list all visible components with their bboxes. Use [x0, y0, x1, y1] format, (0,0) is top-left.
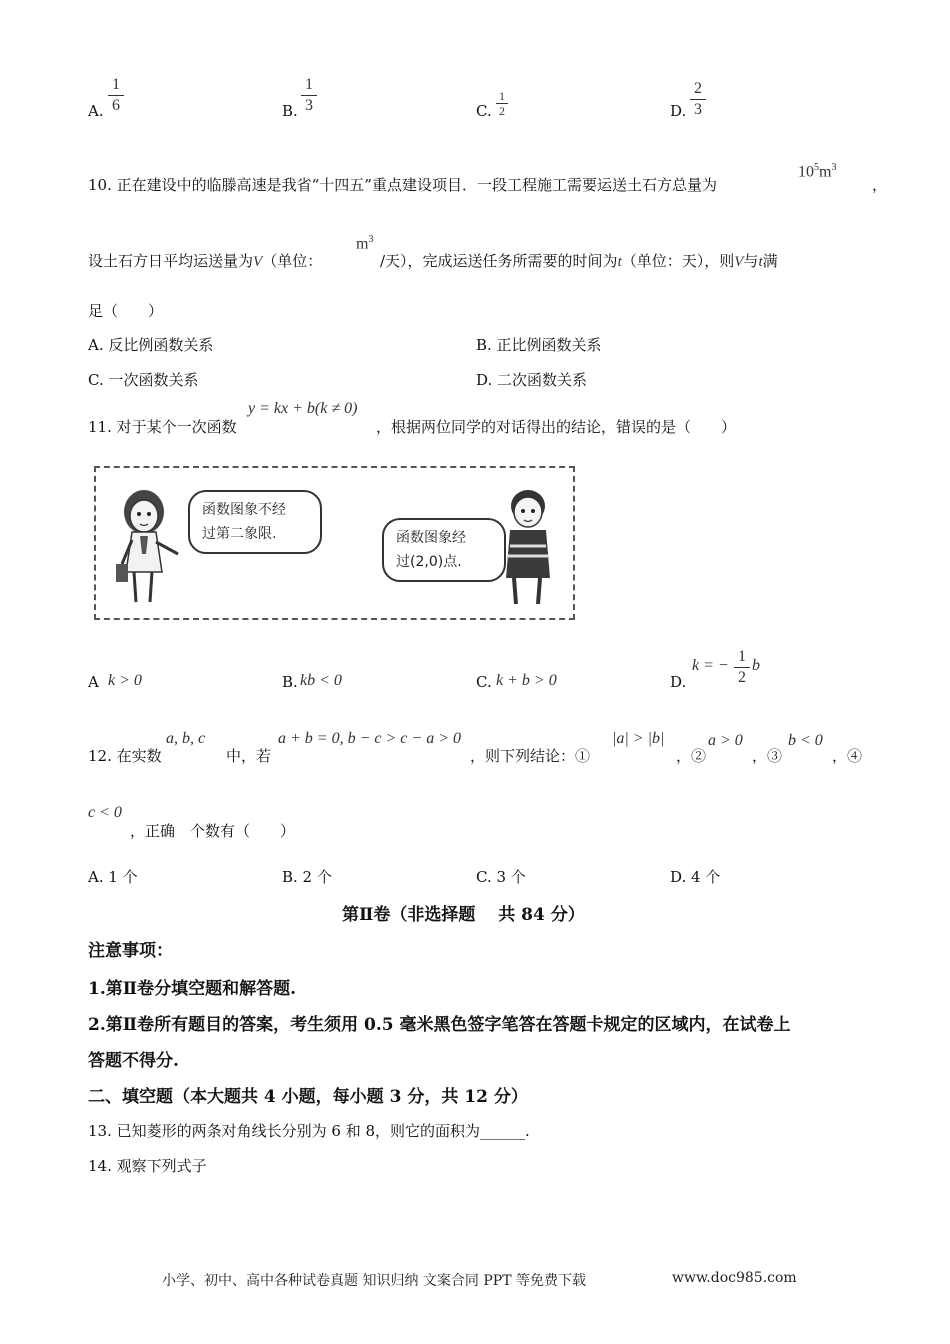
- q11-option-d-expr-b: b: [752, 657, 760, 674]
- q12-conclusion-1: |a| > |b|: [612, 730, 665, 747]
- q10-line-2-rest: [380, 250, 778, 271]
- denominator: 2: [738, 669, 746, 686]
- q10-line2-c: /天），完成运送任务所需要的时间为: [380, 252, 618, 270]
- q11-formula: y = kx + b(k ≠ 0): [248, 400, 358, 417]
- q11-option-a-expr: k > 0: [108, 672, 142, 689]
- q12-stem-c: ，则下列结论：①: [470, 747, 591, 765]
- q11-stem-a: 11. 对于某个一次函数: [88, 418, 237, 436]
- q10-unit: [356, 234, 373, 253]
- total-unit-exp: 3: [831, 162, 837, 173]
- q10-line-2: [88, 250, 322, 271]
- total-unit: m: [819, 163, 832, 181]
- q10-line2-f: 满: [762, 252, 778, 270]
- denominator: 6: [112, 97, 120, 114]
- denominator: 3: [694, 101, 702, 118]
- q12-vars: a, b, c: [166, 730, 206, 747]
- q12-conclusion-2: a > 0: [708, 732, 743, 749]
- question-13: 13. 已知菱形的两条对角线长分别为 6 和 8，则它的面积为______.: [88, 1122, 530, 1140]
- q10-line-1-end: ，: [872, 176, 888, 194]
- q10-line-3: 足（ ）: [88, 302, 164, 320]
- q12-stem-d: ，正确 个数有（ ）: [130, 822, 296, 840]
- boy-bubble-line-2: 过(2,0)点.: [396, 554, 462, 570]
- q12-sep-4: ，④: [832, 747, 863, 765]
- question-14: 14. 观察下列式子: [88, 1157, 207, 1175]
- var-t-2: t: [758, 254, 763, 270]
- q11-option-c-expr: k + b > 0: [496, 672, 557, 689]
- q9-option-d-letter[interactable]: D.: [670, 102, 687, 120]
- numerator: 1: [499, 89, 505, 103]
- q9-option-d-fraction: [690, 80, 706, 119]
- total-exp: 5: [814, 162, 819, 173]
- q10-line2-e: 与: [743, 252, 759, 270]
- q10-option-c[interactable]: C. 一次函数关系: [88, 371, 199, 389]
- q9-option-c-fraction: [496, 90, 508, 117]
- notice-item-1: 1.第Ⅱ卷分填空题和解答题.: [88, 979, 296, 999]
- q10-line2-a: 设土石方日平均运送量为: [88, 252, 254, 270]
- denominator: 2: [499, 104, 505, 118]
- q12-stem-b: 中，若: [226, 747, 272, 765]
- q11-option-d-fraction: [734, 648, 750, 687]
- numerator: 1: [305, 76, 313, 93]
- footer-text: 小学、初中、高中各种试卷真题 知识归纳 文案合同 PPT 等免费下载: [162, 1273, 586, 1289]
- q10-line2-b: （单位：: [262, 252, 323, 270]
- footer-url[interactable]: www.doc985.com: [672, 1270, 797, 1286]
- q12-conclusion-4: c < 0: [88, 804, 122, 821]
- q9-option-a-fraction: [108, 76, 124, 115]
- unit-m: m: [356, 235, 369, 253]
- q11-option-d-letter[interactable]: D.: [670, 673, 687, 691]
- total-base: 10: [798, 163, 814, 181]
- var-v-2: V: [734, 254, 744, 270]
- numerator: 1: [112, 76, 120, 93]
- q12-option-a[interactable]: A. 1 个: [88, 868, 138, 886]
- notice-title: 注意事项：: [88, 941, 173, 961]
- q9-option-c-letter[interactable]: C.: [476, 102, 492, 120]
- q11-option-c-letter[interactable]: C.: [476, 673, 492, 691]
- q12-option-c[interactable]: C. 3 个: [476, 868, 526, 886]
- q12-conclusion-3: b < 0: [788, 732, 823, 749]
- part-2-title: 二、填空题（本大题共 4 小题，每小题 3 分，共 12 分）: [88, 1087, 528, 1107]
- var-v: V: [253, 254, 263, 270]
- q9-option-b-fraction: [301, 76, 317, 115]
- unit-exp: 3: [368, 234, 374, 245]
- q11-option-a-letter[interactable]: A: [88, 673, 99, 691]
- q10-option-a[interactable]: A. 反比例函数关系: [88, 336, 214, 354]
- boy-bubble-line-1: 函数图象经: [396, 530, 466, 546]
- q10-option-d[interactable]: D. 二次函数关系: [476, 371, 588, 389]
- q12-sep-3: ，③: [752, 747, 783, 765]
- notice-item-2-line-1: 2.第Ⅱ卷所有题目的答案，考生须用 0.5 毫米黑色签字笔答在答题卡规定的区域内，在试卷上: [88, 1015, 791, 1035]
- girl-figure-icon: [106, 484, 186, 608]
- numerator: 2: [694, 80, 702, 97]
- q9-option-a-letter[interactable]: A.: [88, 102, 104, 120]
- var-t: t: [617, 254, 622, 270]
- q11-stem-b: ，根据两位同学的对话得出的结论，错误的是（ ）: [376, 418, 737, 436]
- denominator: 3: [305, 97, 313, 114]
- boy-speech-bubble: [382, 518, 506, 582]
- q10-line2-d: （单位：天），则: [621, 252, 735, 270]
- q12-condition: a + b = 0, b − c > c − a > 0: [278, 730, 461, 747]
- dialog-illustration: [94, 466, 575, 620]
- section-2-title: 第Ⅱ卷（非选择题 共 84 分）: [342, 905, 585, 925]
- q9-option-b-letter[interactable]: B.: [282, 102, 298, 120]
- girl-bubble-line-1: 函数图象不经: [202, 502, 286, 518]
- q11-option-b-expr: kb < 0: [300, 672, 342, 689]
- q12-stem-a: 12. 在实数: [88, 747, 162, 765]
- girl-bubble-line-2: 过第二象限.: [202, 526, 277, 542]
- q11-option-b-letter[interactable]: B.: [282, 673, 298, 691]
- notice-item-2-line-2: 答题不得分.: [88, 1051, 179, 1071]
- q12-option-d[interactable]: D. 4 个: [670, 868, 721, 886]
- q10-option-b[interactable]: B. 正比例函数关系: [476, 336, 602, 354]
- q12-option-b[interactable]: B. 2 个: [282, 868, 332, 886]
- numerator: 1: [738, 648, 746, 665]
- q11-option-d-expr-a: k = −: [692, 657, 729, 674]
- q12-sep-2: ，②: [676, 747, 707, 765]
- q10-line-1: 10. 正在建设中的临滕高速是我省“十四五”重点建设项目．一段工程施工需要运送土石方总量为: [88, 176, 717, 194]
- q10-total-amount: [798, 162, 836, 181]
- boy-figure-icon: [494, 484, 564, 608]
- girl-speech-bubble: [188, 490, 322, 554]
